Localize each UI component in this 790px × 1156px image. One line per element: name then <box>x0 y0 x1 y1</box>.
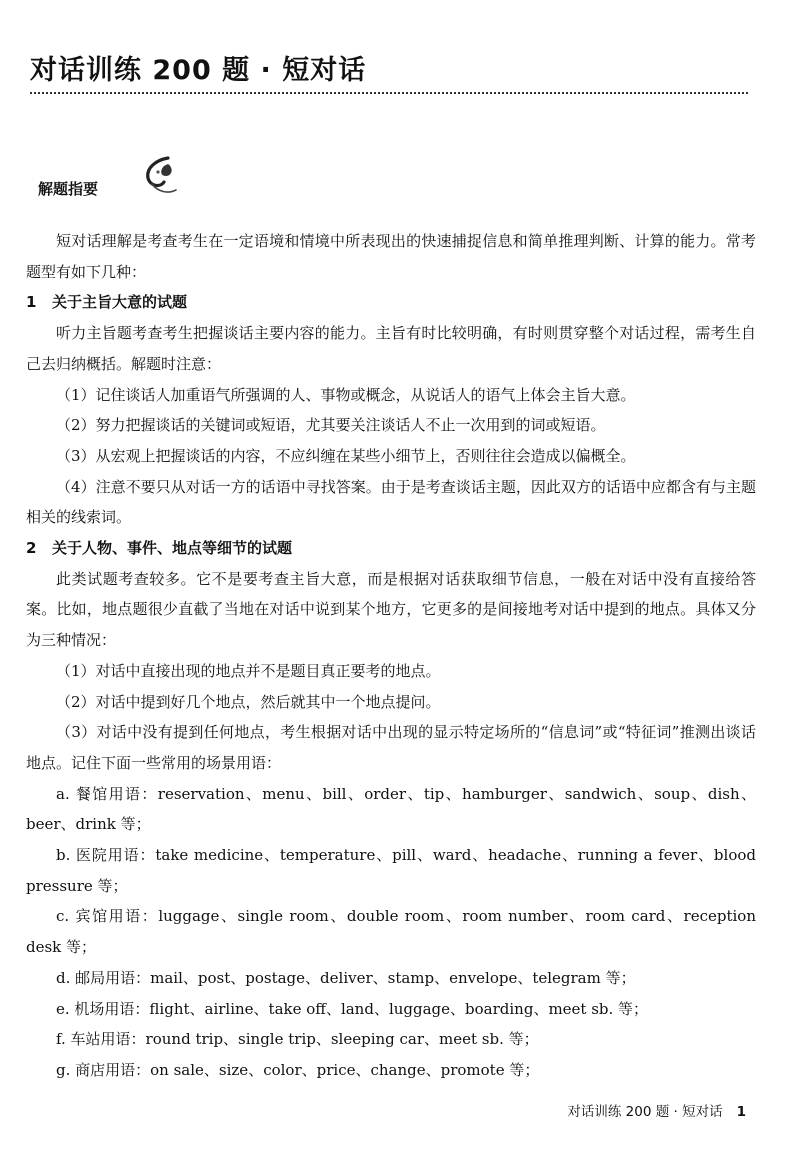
list-item: a. 餐馆用语：reservation、menu、bill、order、tip、hamburger、sandwich、soup、dish、beer、drink 等； <box>26 784 756 834</box>
list-item: f. 车站用语：round trip、single trip、sleeping car、meet sb. 等； <box>56 1030 539 1049</box>
page-footer <box>567 1100 746 1120</box>
section-heading-1 <box>26 287 756 318</box>
paragraph: 听力主旨题考查考生把握谈话主要内容的能力。主旨有时比较明确，有时则贯穿整个对话过程，需考生自己去归纳概括。解题时注意： <box>26 324 756 373</box>
list-item: d. 邮局用语：mail、post、postage、deliver、stamp、envelope、telegram 等； <box>56 968 636 987</box>
main-content <box>26 226 756 1086</box>
list-item: （3）从宏观上把握谈话的内容，不应纠缠在某些小细节上，否则往往会造成以偏概全。 <box>56 446 636 465</box>
section-number: 2 <box>26 539 37 558</box>
list-item: （1）对话中直接出现的地点并不是题目真正要考的地点。 <box>56 661 441 680</box>
list-item: e. 机场用语：flight、airline、take off、land、luggage、boarding、meet sb. 等； <box>56 999 649 1018</box>
list-item: （2）对话中提到好几个地点，然后就其中一个地点提问。 <box>56 692 441 711</box>
paragraph: 此类试题考查较多。它不是要考查主旨大意，而是根据对话获取细节信息，一般在对话中没有直接给答案。比如，地点题很少直截了当地在对话中说到某个地方，它更多的是间接地考对话中提到的地点。具体又分为三种情况： <box>26 569 756 650</box>
list-item: c. 宾馆用语：luggage、single room、double room、room number、room card、reception desk 等； <box>26 907 756 957</box>
list-item: （1）记住谈话人加重语气所强调的人、事物或概念，从说话人的语气上体会主旨大意。 <box>56 385 636 404</box>
section-title: 关于人物、事件、地点等细节的试题 <box>52 539 293 558</box>
section-heading-2 <box>26 533 756 564</box>
intro-paragraph: 短对话理解是考查考生在一定语境和情境中所表现出的快速捕捉信息和简单推理判断、计算的能力。常考题型有如下几种： <box>26 232 756 281</box>
brush-stroke-icon <box>138 154 182 198</box>
list-item: b. 医院用语：take medicine、temperature、pill、ward、headache、running a fever、blood pressure 等； <box>26 846 756 895</box>
footer-title: 对话训练 200 题 · 短对话 <box>567 1104 723 1120</box>
section-title: 关于主旨大意的试题 <box>52 293 188 312</box>
list-item: （4）注意不要只从对话一方的话语中寻找答案。由于是考查谈话主题，因此双方的话语中应都含有与主题相关的线索词。 <box>26 477 756 527</box>
section-number: 1 <box>26 293 37 312</box>
list-item: g. 商店用语：on sale、size、color、price、change、promote 等； <box>56 1060 540 1079</box>
header-dotted-rule <box>30 92 748 94</box>
list-item: （3）对话中没有提到任何地点，考生根据对话中出现的显示特定场所的“信息词”或“特征词”推测出谈话地点。记住下面一些常用的场景用语： <box>26 723 756 772</box>
page-header <box>30 48 750 87</box>
guide-label: 解题指要 <box>38 180 99 198</box>
page-number: 1 <box>736 1104 746 1120</box>
list-item: （2）努力把握谈话的关键词或短语，尤其要关注谈话人不止一次用到的词或短语。 <box>56 416 606 435</box>
page-title: 对话训练 200 题 · 短对话 <box>30 55 367 86</box>
